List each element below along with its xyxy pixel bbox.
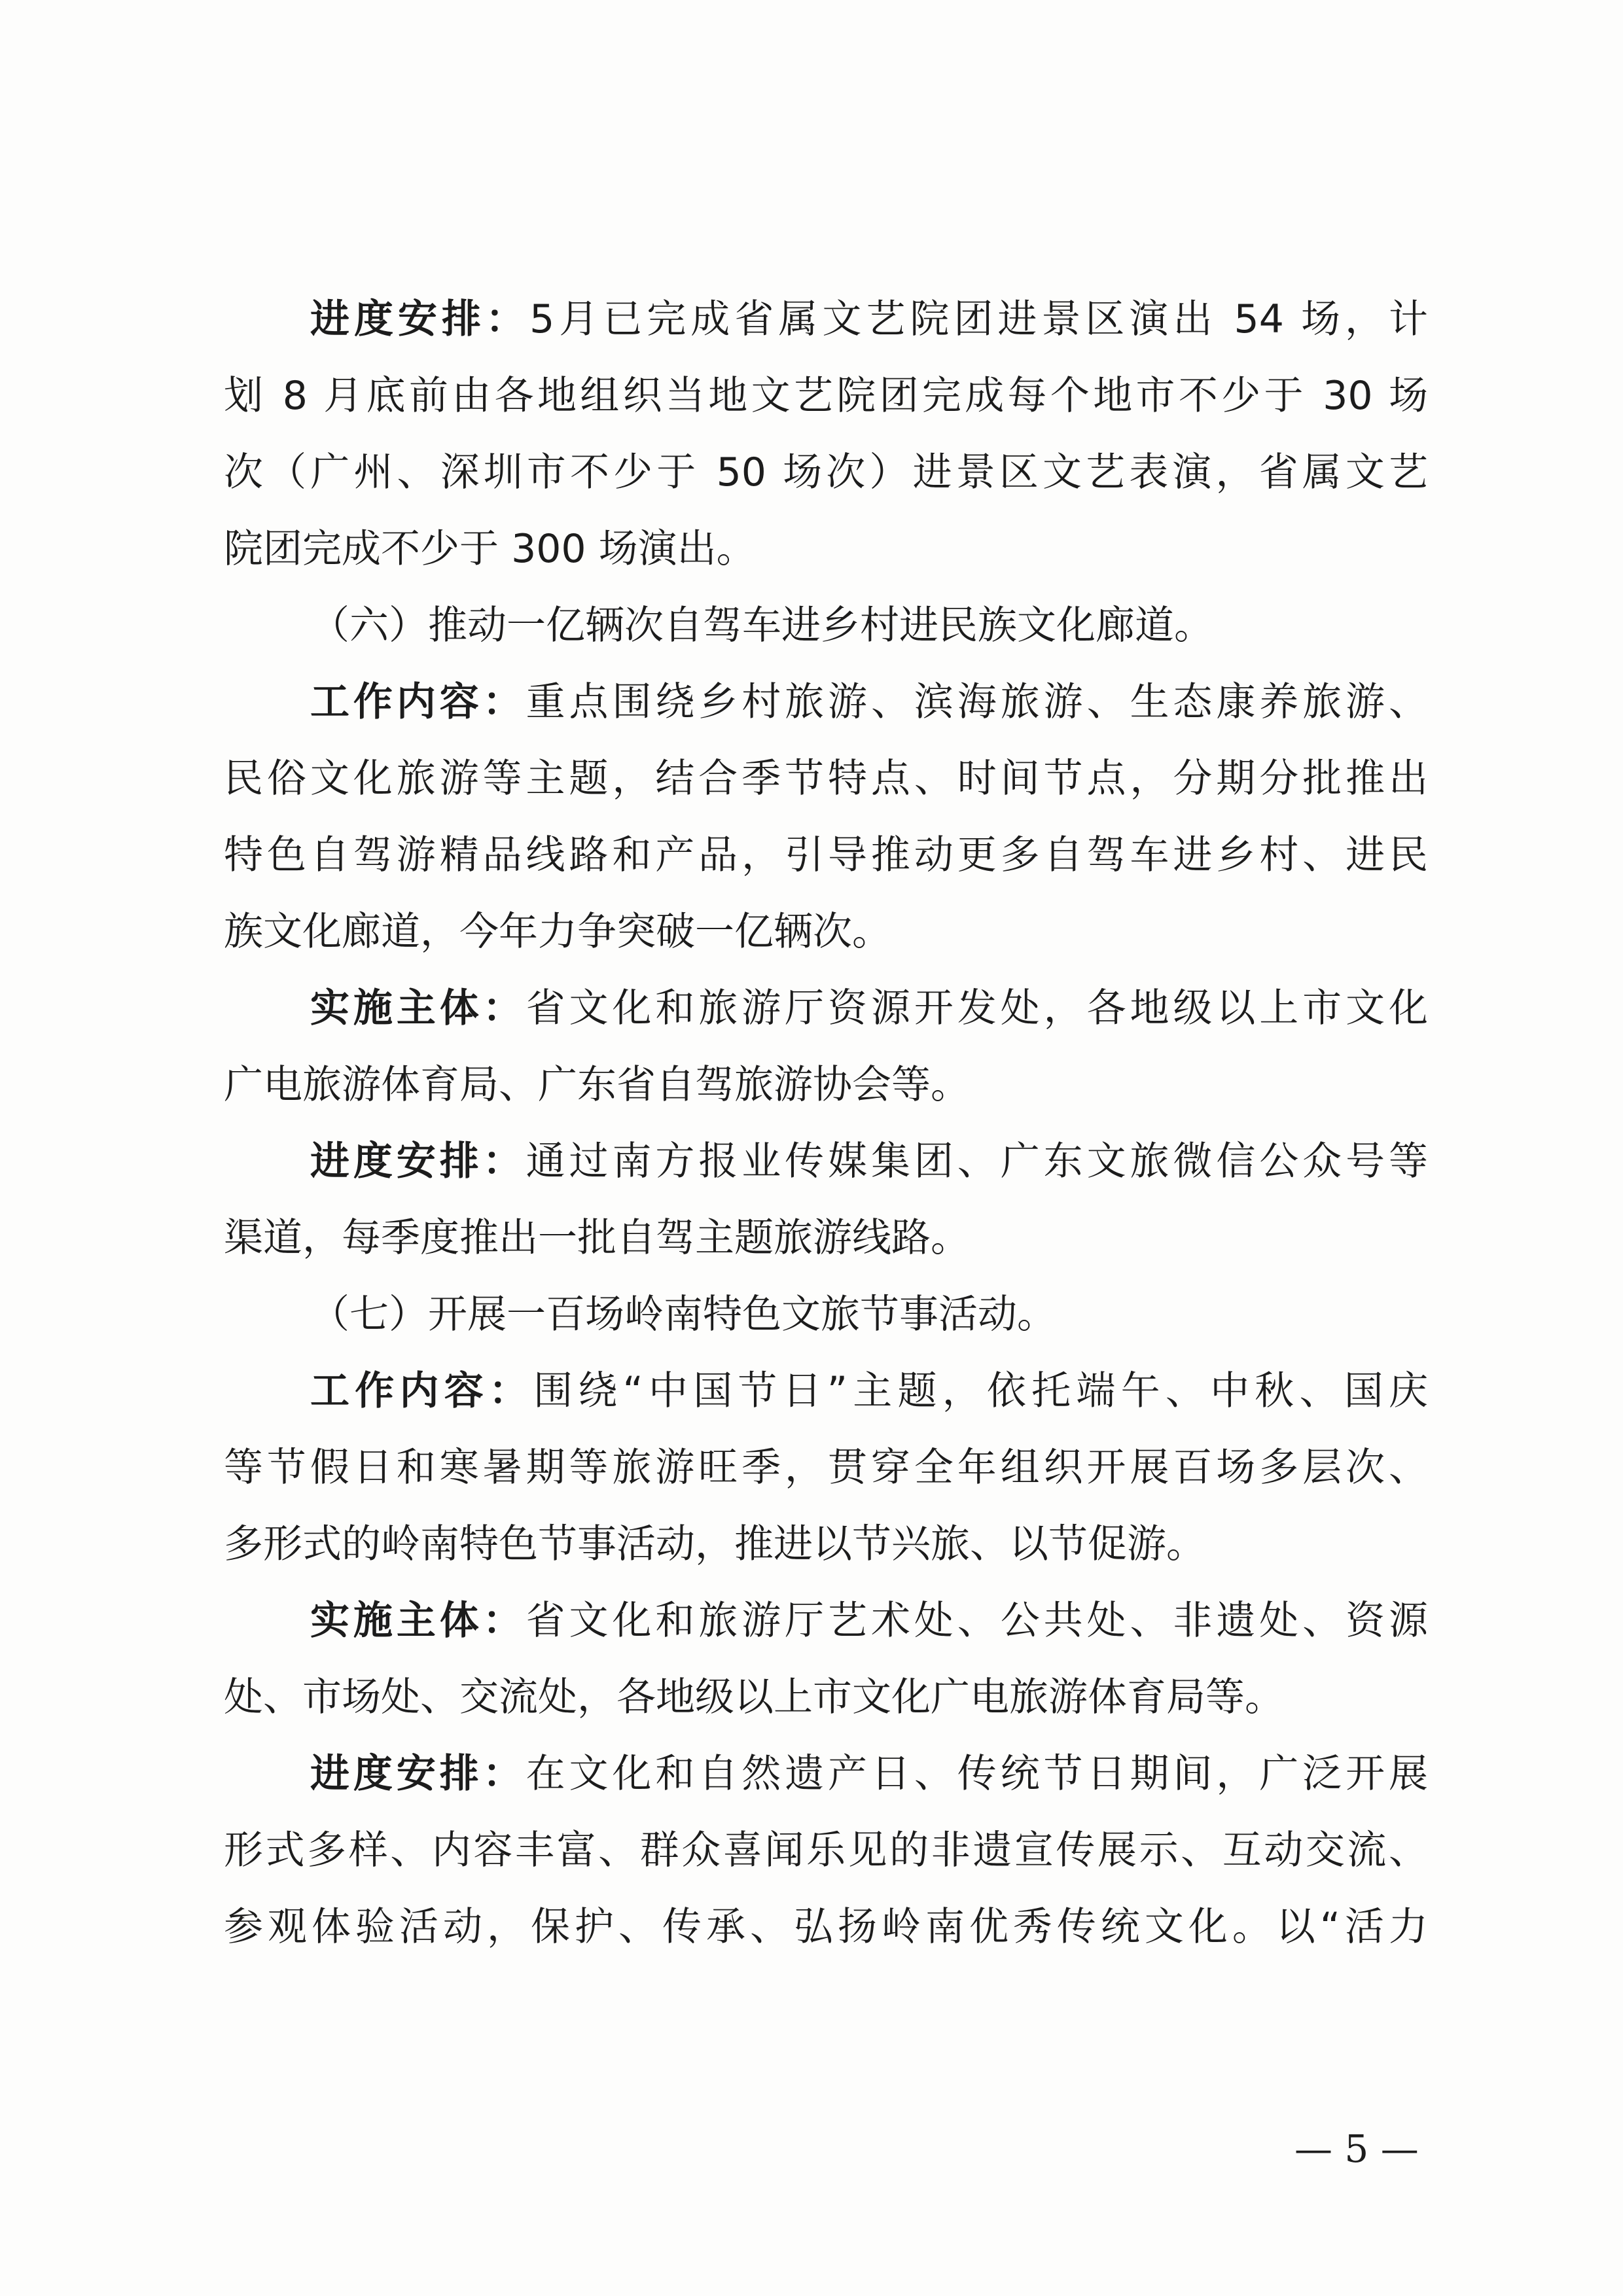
paragraph-text: 5月已完成省属文艺院团进景区演出 54 场，计 [529, 296, 1429, 342]
paragraph-line [224, 281, 1428, 358]
paragraph-label: 实施主体： [310, 1598, 526, 1644]
paragraph-label: 进度安排： [310, 1751, 526, 1797]
paragraph-label: 工作内容： [310, 1368, 534, 1414]
paragraph-text: 省文化和旅游厅资源开发处，各地级以上市文化 [526, 985, 1429, 1031]
paragraph-label: 实施主体： [310, 985, 526, 1031]
paragraph-text: 省文化和旅游厅艺术处、公共处、非遗处、资源 [526, 1598, 1429, 1644]
paragraph-line [224, 1353, 1428, 1430]
paragraph-line [224, 1123, 1428, 1200]
paragraph-line: 多形式的岭南特色节事活动，推进以节兴旅、以节促游。 [224, 1521, 1205, 1567]
paragraph-line: 次（广州、深圳市不少于 50 场次）进景区文艺表演，省属文艺 [224, 450, 1428, 495]
paragraph-text: 重点围绕乡村旅游、滨海旅游、生态康养旅游、 [526, 679, 1429, 725]
paragraph-line: 渠道，每季度推出一批自驾主题旅游线路。 [224, 1215, 970, 1261]
paragraph-line: 民俗文化旅游等主题，结合季节特点、时间节点，分期分批推出 [224, 756, 1428, 802]
paragraph-text: 围绕“中国节日”主题，依托端午、中秋、国庆 [533, 1368, 1429, 1414]
paragraph-line: 划 8 月底前由各地组织当地文艺院团完成每个地市不少于 30 场 [224, 373, 1428, 419]
paragraph-text: 在文化和自然遗产日、传统节日期间，广泛开展 [526, 1751, 1429, 1797]
paragraph-line: 族文化廊道，今年力争突破一亿辆次。 [224, 909, 891, 955]
paragraph-text: 通过南方报业传媒集团、广东文旅微信公众号等 [526, 1139, 1429, 1184]
paragraph-label: 工作内容： [310, 679, 526, 725]
paragraph-line: 广电旅游体育局、广东省自驾旅游协会等。 [224, 1062, 970, 1108]
paragraph-line: 处、市场处、交流处，各地级以上市文化广电旅游体育局等。 [224, 1674, 1284, 1720]
paragraph-line [224, 1583, 1428, 1659]
paragraph-line: 参观体验活动，保护、传承、弘扬岭南优秀传统文化。以“活力 [224, 1904, 1428, 1950]
page-number: — 5 — [1294, 2127, 1419, 2171]
paragraph-line [224, 664, 1428, 741]
paragraph-line: 特色自驾游精品线路和产品，引导推动更多自驾车进乡村、进民 [224, 832, 1428, 878]
paragraph-label: 进度安排： [310, 296, 530, 342]
section-heading: （七）开展一百场岭南特色文旅节事活动。 [310, 1292, 1056, 1337]
paragraph-line: 等节假日和寒暑期等旅游旺季，贯穿全年组织开展百场多层次、 [224, 1445, 1428, 1491]
paragraph-line: 院团完成不少于 300 场演出。 [224, 526, 756, 572]
document-page [224, 281, 1428, 1966]
paragraph-line: 形式多样、内容丰富、群众喜闻乐见的非遗宣传展示、互动交流、 [224, 1828, 1428, 1873]
paragraph-label: 进度安排： [310, 1139, 526, 1184]
paragraph-line [224, 970, 1428, 1047]
paragraph-line [224, 1736, 1428, 1812]
section-heading: （六）推动一亿辆次自驾车进乡村进民族文化廊道。 [310, 603, 1213, 648]
